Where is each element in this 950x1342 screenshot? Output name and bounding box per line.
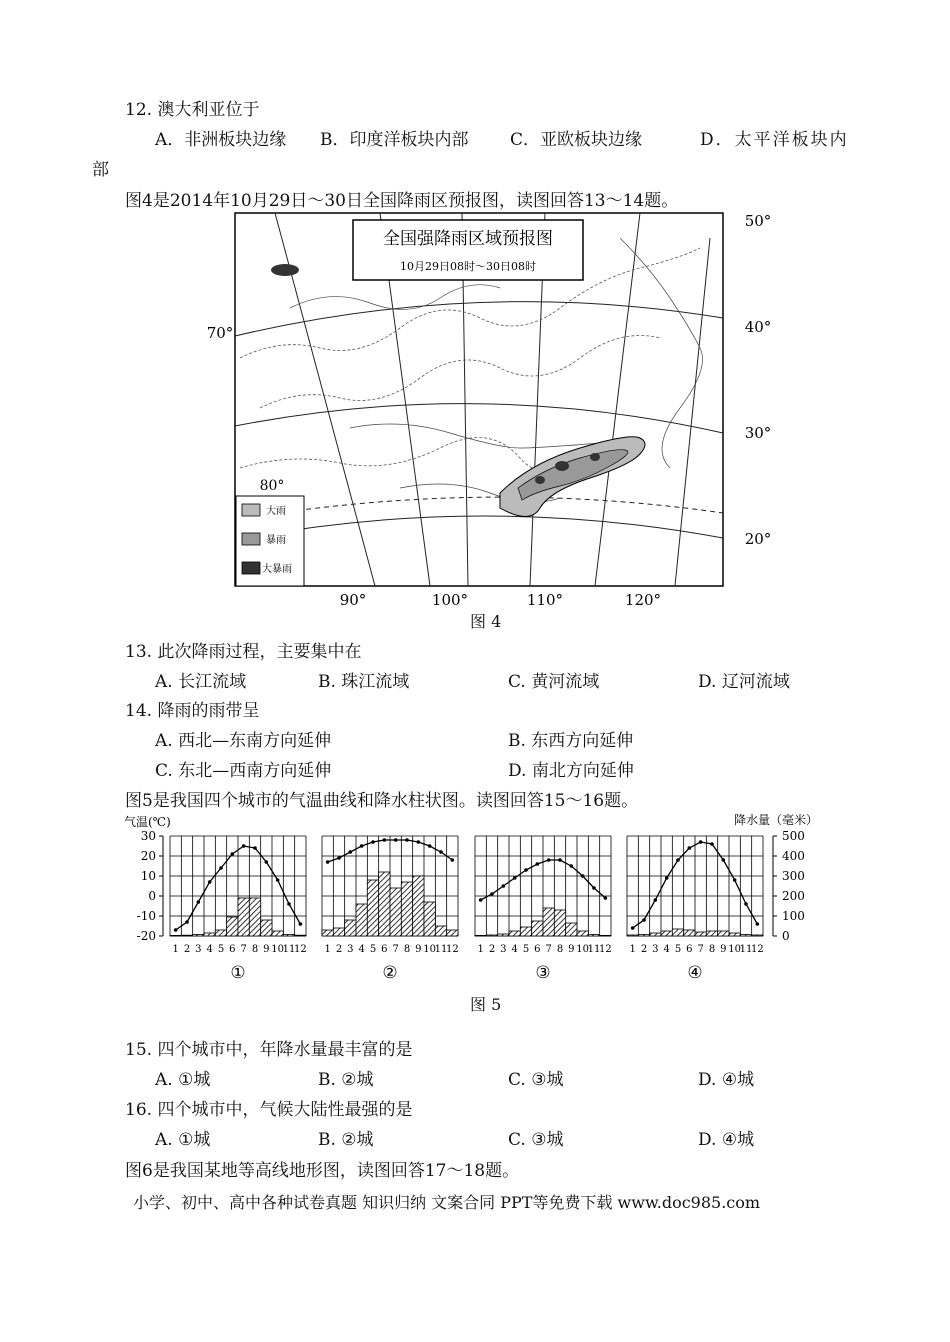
temperature-point xyxy=(326,860,330,864)
month-label: 12 xyxy=(293,944,307,955)
month-label: 9 xyxy=(568,944,575,955)
city-label: ② xyxy=(382,963,398,983)
month-label: 8 xyxy=(251,944,259,955)
q14-option-a: A. 西北—东南方向延伸 xyxy=(155,731,332,751)
precip-bar xyxy=(695,932,706,936)
lon-label-80: 80° xyxy=(259,478,285,494)
temp-tick-label: 30 xyxy=(140,829,156,843)
q16-option-b: B. ②城 xyxy=(318,1130,374,1150)
severe-rainstorm-area xyxy=(555,461,569,471)
temperature-point xyxy=(231,852,235,856)
temperature-point xyxy=(688,846,692,850)
month-label: 10 xyxy=(576,944,590,955)
month-label: 12 xyxy=(598,944,612,955)
lat-label-50: 50° xyxy=(744,212,772,230)
temp-tick-label: 10 xyxy=(140,869,156,883)
lake-shape xyxy=(271,264,299,276)
month-label: 4 xyxy=(206,944,213,955)
legend-severe-rainstorm: 大暴雨 xyxy=(262,564,292,575)
fig4-caption: 图 4 xyxy=(470,612,502,631)
lat-label-70: 70° xyxy=(206,324,234,342)
temperature-point xyxy=(276,878,280,882)
temperature-point xyxy=(428,844,432,848)
precip-bar xyxy=(170,935,181,936)
month-label: 5 xyxy=(522,944,530,955)
lon-label-110: 110° xyxy=(526,591,564,609)
fig5-caption: 图 5 xyxy=(470,995,502,1014)
month-label: 6 xyxy=(686,944,693,955)
precip-bar xyxy=(475,935,486,936)
climate-chart-3 xyxy=(475,836,612,983)
temperature-point xyxy=(524,868,528,872)
precip-bar xyxy=(486,935,497,936)
month-label: 7 xyxy=(545,944,552,955)
precip-bar xyxy=(367,880,378,936)
q12-option-c: C．亚欧板块边缘 xyxy=(510,130,643,150)
precip-bar xyxy=(227,917,238,936)
q13-stem: 13. 此次降雨过程，主要集中在 xyxy=(125,642,362,662)
temperature-point xyxy=(451,858,455,862)
city-label: ③ xyxy=(535,963,551,983)
month-label: 11 xyxy=(282,944,296,955)
precip-bar xyxy=(672,929,683,936)
month-label: 3 xyxy=(652,944,659,955)
month-label: 7 xyxy=(240,944,247,955)
temperature-point xyxy=(604,896,608,900)
temperature-point xyxy=(405,838,409,842)
page-footer: 小学、初中、高中各种试卷真题 知识归纳 文案合同 PPT等免费下载 www.doc985.com xyxy=(133,1193,761,1212)
temperature-point xyxy=(197,900,201,904)
precip-bar xyxy=(356,904,367,936)
temperature-point xyxy=(592,886,596,890)
precip-bar xyxy=(215,930,226,936)
precip-bar xyxy=(498,934,509,936)
month-label: 7 xyxy=(392,944,399,955)
precip-bar xyxy=(295,935,306,936)
precip-bar xyxy=(600,935,611,936)
precip-bar xyxy=(509,931,520,936)
precip-bar xyxy=(249,898,260,936)
lon-label-100: 100° xyxy=(431,591,469,609)
lon-label-120: 120° xyxy=(624,591,662,609)
q15-option-d: D. ④城 xyxy=(698,1070,755,1090)
precip-bar xyxy=(543,908,554,936)
temperature-point xyxy=(439,850,443,854)
precip-tick-label: 400 xyxy=(782,849,805,863)
temp-tick-label: 20 xyxy=(140,849,156,863)
month-label: 9 xyxy=(720,944,727,955)
temperature-point xyxy=(570,864,574,868)
month-label: 2 xyxy=(335,944,343,955)
q13-option-d: D. 辽河流域 xyxy=(698,672,790,692)
temperature-point xyxy=(174,928,178,932)
temperature-point xyxy=(733,878,737,882)
temperature-point xyxy=(490,892,494,896)
temperature-point xyxy=(513,876,517,880)
q16-option-c: C. ③城 xyxy=(508,1130,564,1150)
month-label: 11 xyxy=(587,944,601,955)
temp-axis-label: 气温(℃) xyxy=(124,815,171,829)
month-label: 10 xyxy=(728,944,742,955)
temperature-point xyxy=(417,840,421,844)
legend-severe-rainstorm-swatch xyxy=(242,562,260,574)
precip-bar xyxy=(322,930,333,936)
q16-stem: 16. 四个城市中，气候大陆性最强的是 xyxy=(125,1100,413,1120)
q12-option-b: B．印度洋板块内部 xyxy=(320,130,469,150)
fig4-intro: 图4是2014年10月29日～30日全国降雨区预报图，读图回答13～14题。 xyxy=(125,191,679,211)
month-label: 9 xyxy=(415,944,422,955)
month-label: 4 xyxy=(358,944,365,955)
legend-heavy-rain: 大雨 xyxy=(266,506,286,517)
temp-tick-label: -20 xyxy=(136,929,156,943)
temperature-point xyxy=(371,840,375,844)
precip-bar xyxy=(204,933,215,936)
precip-bar xyxy=(532,921,543,936)
temperature-point xyxy=(208,880,212,884)
temperature-point xyxy=(287,902,291,906)
temperature-point xyxy=(253,846,257,850)
temperature-point xyxy=(756,922,760,926)
precip-bar xyxy=(435,926,446,936)
precip-bar xyxy=(740,934,751,936)
legend-heavy-rain-swatch xyxy=(242,504,260,516)
temperature-point xyxy=(242,844,246,848)
precip-bar xyxy=(684,930,695,936)
month-label: 3 xyxy=(347,944,354,955)
q13-option-a: A. 长江流域 xyxy=(155,672,247,692)
month-label: 3 xyxy=(500,944,507,955)
month-label: 2 xyxy=(183,944,191,955)
month-label: 12 xyxy=(750,944,764,955)
temperature-point xyxy=(710,842,714,846)
precip-bar xyxy=(661,931,672,936)
temp-tick-label: -10 xyxy=(136,909,156,923)
month-label: 2 xyxy=(488,944,496,955)
temperature-point xyxy=(219,866,223,870)
precip-bar xyxy=(181,935,192,936)
precip-tick-label: 0 xyxy=(782,929,790,943)
lat-label-20: 20° xyxy=(744,530,772,548)
month-label: 11 xyxy=(434,944,448,955)
precip-bar xyxy=(520,927,531,936)
temperature-point xyxy=(349,850,353,854)
precip-tick-label: 500 xyxy=(782,829,805,843)
precip-bar xyxy=(706,931,717,936)
month-label: 10 xyxy=(271,944,285,955)
fig6-intro: 图6是我国某地等高线地形图，读图回答17～18题。 xyxy=(125,1161,520,1181)
temperature-point xyxy=(654,898,658,902)
temperature-point xyxy=(558,858,562,862)
q14-option-b: B. 东西方向延伸 xyxy=(508,731,634,751)
q15-option-b: B. ②城 xyxy=(318,1070,374,1090)
lon-label-90: 90° xyxy=(339,591,367,609)
precip-bar xyxy=(752,935,763,936)
q13-option-c: C. 黄河流域 xyxy=(508,672,600,692)
month-label: 4 xyxy=(511,944,518,955)
q15-option-c: C. ③城 xyxy=(508,1070,564,1090)
temperature-point xyxy=(383,838,387,842)
precip-bar xyxy=(272,931,283,936)
precip-bar xyxy=(650,933,661,936)
precip-tick-label: 300 xyxy=(782,869,805,883)
fig5-intro: 图5是我国四个城市的气温曲线和降水柱状图。读图回答15～16题。 xyxy=(125,791,639,811)
month-label: 7 xyxy=(697,944,704,955)
climate-chart-2 xyxy=(322,836,459,983)
precip-bar xyxy=(345,920,356,936)
precip-bar xyxy=(413,876,424,936)
month-label: 3 xyxy=(195,944,202,955)
q16-option-d: D. ④城 xyxy=(698,1130,755,1150)
precip-bar xyxy=(333,928,344,936)
precip-bar xyxy=(718,931,729,936)
q12-stem: 12. 澳大利亚位于 xyxy=(125,100,260,120)
temperature-point xyxy=(337,856,341,860)
precip-bar xyxy=(729,933,740,936)
temperature-point xyxy=(394,838,398,842)
month-label: 9 xyxy=(263,944,270,955)
q12-option-d-wrap: 部 xyxy=(92,160,109,180)
temperature-point xyxy=(360,844,364,848)
city-label: ④ xyxy=(687,963,703,983)
q12-option-a: A．非洲板块边缘 xyxy=(155,130,287,150)
month-label: 8 xyxy=(403,944,411,955)
q12-option-d: D．太平洋板块内 xyxy=(700,130,849,150)
q14-stem: 14. 降雨的雨带呈 xyxy=(125,701,260,721)
month-label: 1 xyxy=(324,944,331,955)
lat-label-40: 40° xyxy=(744,318,772,336)
month-label: 8 xyxy=(708,944,716,955)
precip-tick-label: 200 xyxy=(782,889,805,903)
month-label: 6 xyxy=(534,944,541,955)
month-label: 5 xyxy=(217,944,225,955)
temperature-point xyxy=(631,926,635,930)
city-label: ① xyxy=(230,963,246,983)
precip-bar xyxy=(588,934,599,936)
temperature-point xyxy=(744,902,748,906)
month-label: 1 xyxy=(629,944,636,955)
temperature-point xyxy=(265,860,269,864)
temperature-point xyxy=(479,898,483,902)
month-label: 1 xyxy=(477,944,484,955)
month-label: 4 xyxy=(663,944,670,955)
precip-bar xyxy=(238,898,249,936)
legend-rainstorm-swatch xyxy=(242,533,260,545)
precip-bar xyxy=(424,902,435,936)
temperature-point xyxy=(676,858,680,862)
precip-bar xyxy=(566,923,577,936)
month-label: 6 xyxy=(229,944,236,955)
precip-bar xyxy=(401,882,412,936)
temp-tick-label: 0 xyxy=(148,889,156,903)
climate-chart-4 xyxy=(627,836,764,983)
legend-rainstorm: 暴雨 xyxy=(266,535,286,546)
precip-bar xyxy=(283,934,294,936)
precip-bar xyxy=(577,931,588,936)
temperature-point xyxy=(581,874,585,878)
month-label: 12 xyxy=(445,944,459,955)
precip-tick-label: 100 xyxy=(782,909,805,923)
month-label: 2 xyxy=(640,944,648,955)
temperature-point xyxy=(185,920,189,924)
month-label: 5 xyxy=(674,944,682,955)
rainfall-forecast-map xyxy=(200,208,800,612)
month-label: 1 xyxy=(172,944,179,955)
month-label: 6 xyxy=(381,944,388,955)
map-title: 全国强降雨区域预报图 xyxy=(383,229,553,249)
month-label: 8 xyxy=(556,944,564,955)
temperature-point xyxy=(665,876,669,880)
month-label: 11 xyxy=(739,944,753,955)
precip-bar xyxy=(390,888,401,936)
temperature-point xyxy=(722,858,726,862)
climate-charts xyxy=(118,810,838,990)
q14-option-d: D. 南北方向延伸 xyxy=(508,761,634,781)
q13-option-b: B. 珠江流域 xyxy=(318,672,410,692)
q14-option-c: C. 东北—西南方向延伸 xyxy=(155,761,332,781)
precip-bar xyxy=(447,930,458,936)
month-label: 5 xyxy=(369,944,377,955)
precip-bar xyxy=(193,934,204,936)
precip-bar xyxy=(379,872,390,936)
map-subtitle: 10月29日08时～30日08时 xyxy=(400,260,536,273)
q15-stem: 15. 四个城市中，年降水量最丰富的是 xyxy=(125,1040,413,1060)
q16-option-a: A. ①城 xyxy=(155,1130,211,1150)
month-label: 10 xyxy=(423,944,437,955)
temperature-point xyxy=(699,840,703,844)
lat-label-30: 30° xyxy=(744,424,772,442)
temperature-point xyxy=(536,862,540,866)
climate-chart-1 xyxy=(170,836,307,983)
q15-option-a: A. ①城 xyxy=(155,1070,211,1090)
precip-bar xyxy=(261,920,272,936)
precip-bar xyxy=(638,934,649,936)
precip-bar xyxy=(627,935,638,936)
temperature-point xyxy=(547,858,551,862)
temperature-point xyxy=(502,884,506,888)
temperature-point xyxy=(642,918,646,922)
temperature-point xyxy=(299,922,303,926)
precip-axis-label: 降水量（毫米） xyxy=(733,813,818,827)
precip-bar xyxy=(554,910,565,936)
